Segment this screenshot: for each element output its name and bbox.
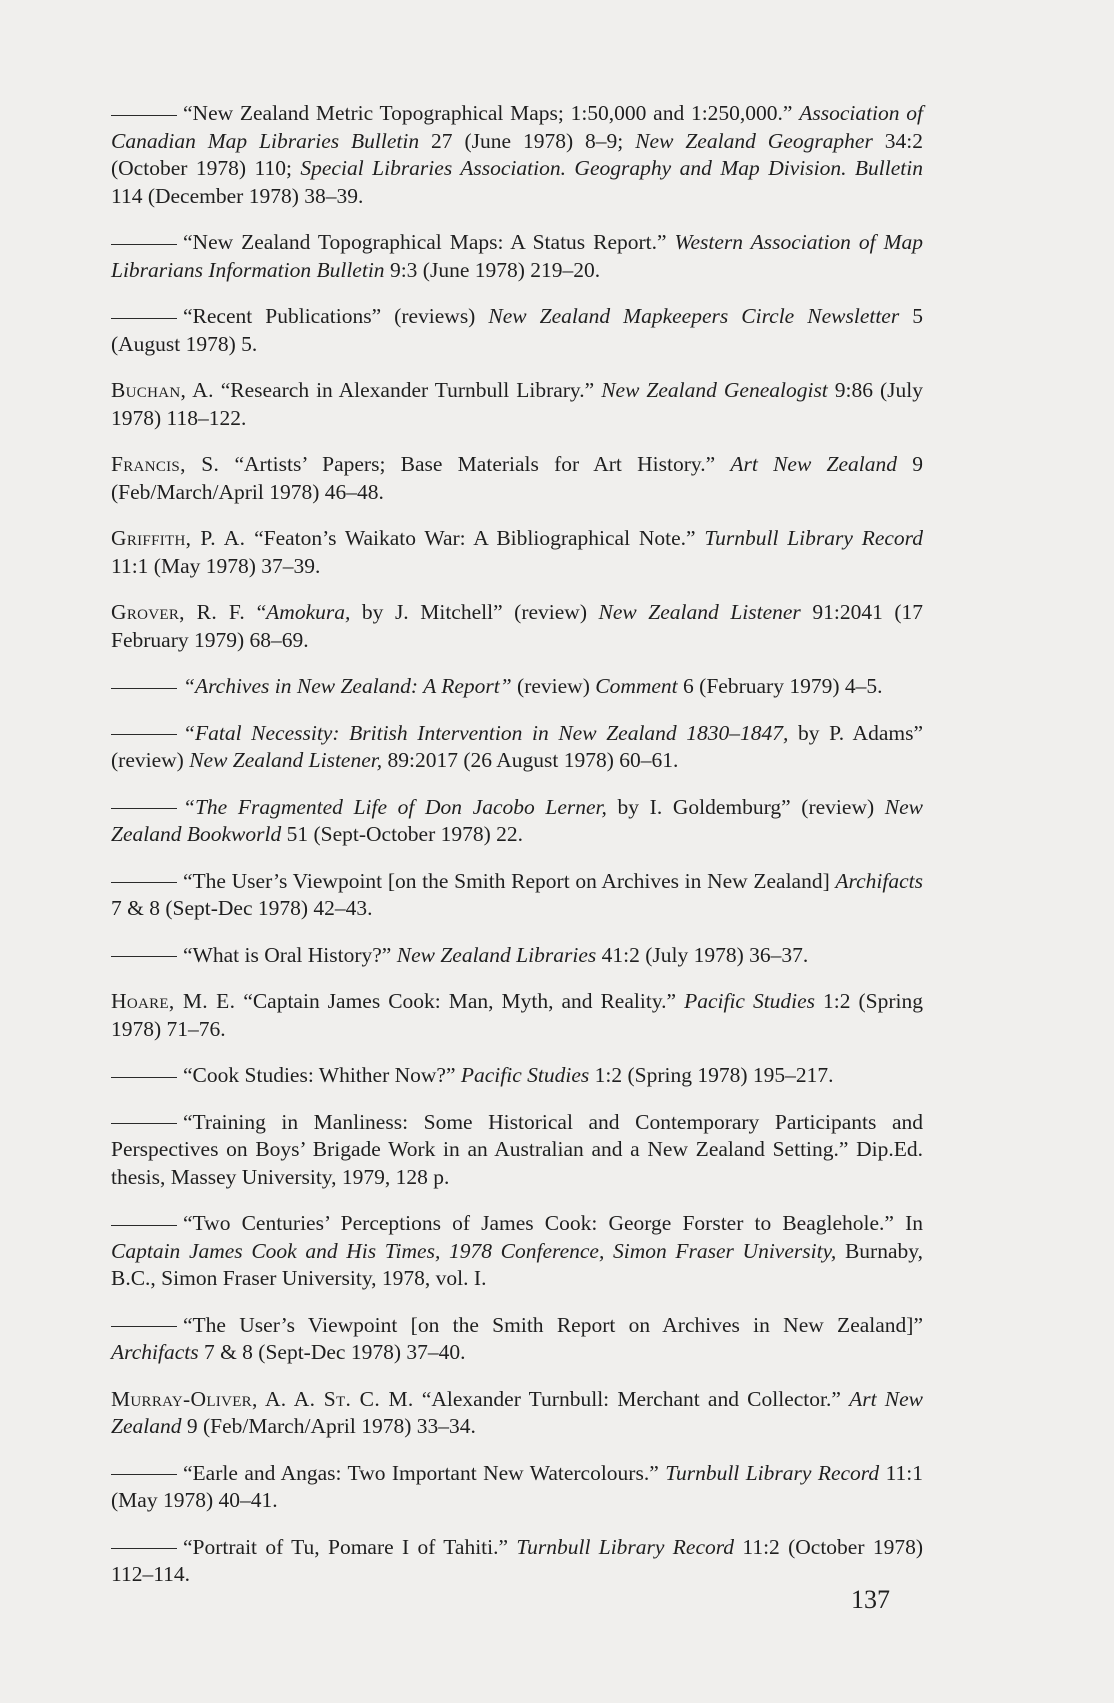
repeat-author-dash	[111, 1474, 177, 1475]
repeat-author-dash	[111, 688, 177, 689]
entry-title-italic: New Zealand Geographer	[635, 128, 873, 153]
bibliography-entry	[111, 1460, 923, 1515]
repeat-author-dash	[111, 882, 177, 883]
entry-text: 51 (Sept-October 1978) 22.	[281, 822, 524, 846]
entry-author: Francis, S.	[111, 452, 220, 476]
bibliography-entry	[111, 1062, 923, 1090]
entry-text: 41:2 (July 1978) 36–37.	[596, 942, 809, 967]
repeat-author-dash	[111, 1326, 177, 1327]
entry-title-italic: Art New Zealand	[111, 1386, 923, 1438]
entry-text: 7 & 8 (Sept-Dec 1978) 37–40.	[198, 1340, 466, 1364]
entry-title-italic: Archifacts	[835, 868, 923, 893]
repeat-author-dash	[111, 808, 177, 809]
entry-title-italic: Comment	[595, 674, 678, 698]
entry-text: “Training in Manliness: Some Historical and Contemporary Participants and Perspectives on Boys’ Brigade Work in an Australian and a New Zealand Setting.” Dip.Ed. thesis, Massey University, 1979, 128 p.	[111, 1109, 923, 1189]
repeat-author-dash	[111, 1548, 177, 1549]
entry-text: “Portrait of Tu, Pomare I of Tahiti.”	[183, 1534, 517, 1559]
entry-text: 9 (Feb/March/April 1978) 33–34.	[181, 1414, 476, 1438]
entry-text: “New Zealand Topographical Maps: A Status Report.”	[183, 230, 675, 254]
bibliography-entry	[111, 599, 923, 654]
entry-author: Griffith, P. A.	[111, 526, 246, 550]
entry-text: 11:1 (May 1978) 37–39.	[111, 553, 321, 578]
bibliography-entry	[111, 303, 923, 358]
entry-title-italic: Turnbull Library Record	[516, 1534, 735, 1559]
entry-title-italic: Archifacts	[111, 1340, 199, 1364]
bibliography-entry	[111, 1386, 923, 1441]
entry-text: 9:86 (July 1978) 118–122.	[111, 378, 923, 430]
repeat-author-dash	[111, 1077, 177, 1078]
repeat-author-dash	[111, 956, 177, 957]
bibliography-list	[111, 100, 923, 1608]
entry-text: 11:1 (May 1978) 40–41.	[111, 1460, 923, 1512]
entry-text: “What is Oral History?”	[183, 942, 397, 967]
entry-text: “Earle and Angas: Two Important New Watercolours.”	[183, 1460, 666, 1485]
entry-title-italic: New Zealand Listener,	[189, 748, 383, 772]
bibliography-entry	[111, 794, 923, 849]
entry-text: 1:2 (Spring 1978) 71–76.	[111, 989, 923, 1041]
entry-text: 9:3 (June 1978) 219–20.	[384, 257, 601, 282]
page-number: 137	[851, 1585, 890, 1614]
entry-title-italic: Amokura,	[266, 600, 351, 624]
entry-title-italic: Association of Canadian Map Libraries Bulletin	[111, 101, 923, 153]
entry-title-italic: “Fatal Necessity: British Intervention in New Zealand 1830–1847,	[183, 720, 789, 745]
repeat-author-dash	[111, 1123, 177, 1124]
entry-title-italic: Special Libraries Association. Geography and Map Division. Bulletin	[300, 156, 923, 180]
bibliography-entry	[111, 377, 923, 432]
entry-text: 6 (February 1979) 4–5.	[677, 674, 883, 698]
entry-author: Hoare, M. E.	[111, 989, 236, 1013]
entry-text: 34:2 (October 1978) 110;	[111, 128, 924, 180]
bibliography-entry	[111, 100, 923, 210]
entry-title-italic: New Zealand Libraries	[396, 942, 597, 967]
entry-title-italic: Turnbull Library Record	[665, 1460, 880, 1485]
entry-text: by I. Goldemburg” (review)	[606, 794, 885, 819]
bibliography-entry	[111, 229, 923, 284]
entry-title-italic: “Archives in New Zealand: A Report”	[183, 674, 512, 698]
bibliography-entry	[111, 1312, 923, 1367]
bibliography-entry	[111, 942, 923, 970]
entry-title-italic: Turnbull Library Record	[704, 526, 923, 550]
entry-title-italic: New Zealand Bookworld	[111, 794, 923, 846]
entry-title-italic: New Zealand Genealogist	[601, 378, 828, 402]
entry-title-italic: Pacific Studies	[460, 1063, 590, 1087]
repeat-author-dash	[111, 734, 177, 735]
entry-text: (review)	[511, 674, 596, 698]
repeat-author-dash	[111, 244, 177, 245]
repeat-author-dash	[111, 115, 177, 116]
entry-title-italic: “The Fragmented Life of Don Jacobo Lerner,	[183, 794, 607, 819]
entry-title-italic: New Zealand Mapkeepers Circle Newsletter	[488, 304, 900, 328]
entry-text: “Alexander Turnbull: Merchant and Collector.”	[413, 1386, 850, 1411]
entry-text: by P. Adams” (review)	[111, 720, 924, 772]
bibliography-entry	[111, 720, 923, 775]
entry-text: Burnaby, B.C., Simon Fraser University, 1978, vol. I.	[111, 1238, 923, 1290]
entry-text: “Featon’s Waikato War: A Bibliographical Note.”	[245, 526, 705, 550]
entry-text: 1:2 (Spring 1978) 195–217.	[589, 1063, 834, 1087]
bibliography-entry	[111, 525, 923, 580]
entry-text: “Cook Studies: Whither Now?”	[183, 1063, 461, 1087]
repeat-author-dash	[111, 318, 177, 319]
entry-title-italic: Pacific Studies	[684, 989, 816, 1013]
entry-text: 27 (June 1978) 8–9;	[419, 128, 636, 153]
entry-text: 9 (Feb/March/April 1978) 46–48.	[111, 452, 923, 504]
entry-title-italic: New Zealand Listener	[598, 600, 801, 624]
entry-text: “Two Centuries’ Perceptions of James Cook: George Forster to Beaglehole.” In	[183, 1211, 923, 1235]
entry-text: “Artists’ Papers; Base Materials for Art History.”	[219, 452, 731, 476]
entry-text: 7 & 8 (Sept-Dec 1978) 42–43.	[111, 896, 373, 920]
entry-text: by J. Mitchell” (review)	[350, 600, 599, 624]
entry-title-italic: Western Association of Map Librarians Information Bulletin	[111, 230, 923, 282]
entry-author: Buchan, A.	[111, 378, 214, 402]
entry-text: 114 (December 1978) 38–39.	[111, 183, 364, 208]
entry-text: “Recent Publications” (reviews)	[183, 304, 489, 328]
entry-text: “New Zealand Metric Topographical Maps; 1:50,000 and 1:250,000.”	[183, 101, 800, 125]
repeat-author-dash	[111, 1225, 177, 1226]
entry-text: “The User’s Viewpoint [on the Smith Report on Archives in New Zealand]”	[183, 1312, 923, 1337]
bibliography-entry	[111, 868, 923, 923]
entry-author: Murray-Oliver, A. A. St. C. M.	[111, 1386, 414, 1411]
bibliography-entry	[111, 1109, 923, 1192]
entry-text: “	[245, 600, 267, 624]
entry-text: 11:2 (October 1978) 112–114.	[111, 1534, 923, 1586]
bibliography-entry	[111, 1210, 923, 1293]
entry-text: 89:2017 (26 August 1978) 60–61.	[382, 748, 679, 772]
entry-text: 91:2041 (17 February 1979) 68–69.	[111, 600, 924, 652]
bibliography-entry	[111, 673, 923, 701]
entry-text: “Captain James Cook: Man, Myth, and Reality.”	[235, 989, 685, 1013]
bibliography-entry	[111, 451, 923, 506]
entry-title-italic: Art New Zealand	[730, 452, 898, 476]
entry-text: 5 (August 1978) 5.	[111, 304, 924, 356]
entry-text: “The User’s Viewpoint [on the Smith Report on Archives in New Zealand]	[183, 868, 836, 893]
entry-text: “Research in Alexander Turnbull Library.”	[213, 378, 602, 402]
entry-title-italic: Captain James Cook and His Times, 1978 Conference, Simon Fraser University,	[111, 1238, 837, 1263]
bibliography-entry	[111, 988, 923, 1043]
bibliography-entry	[111, 1534, 923, 1589]
entry-author: Grover, R. F.	[111, 600, 246, 624]
